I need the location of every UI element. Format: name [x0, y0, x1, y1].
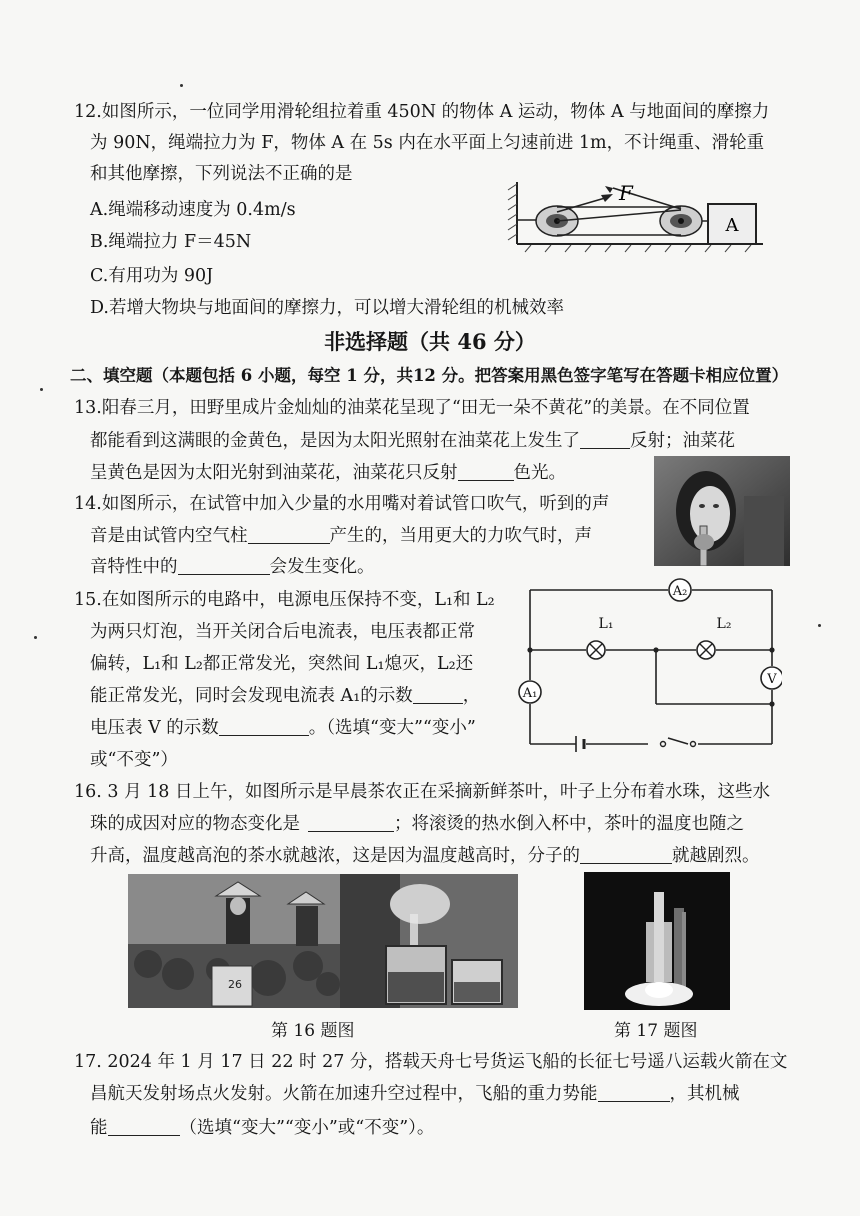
- q16-line-1: 16. 3 月 18 日上午，如图所示是早晨茶农正在采摘新鲜茶叶，叶子上分布着水珠，这些水: [74, 782, 770, 802]
- pulley-figure: [505, 178, 775, 256]
- q17-text: ，其机械: [669, 1084, 740, 1104]
- q12-option-d: D.若增大物块与地面间的摩擦力，可以增大滑轮组的机械效率: [90, 298, 564, 318]
- voltmeter-label: V: [767, 672, 777, 687]
- answer-blank: [598, 1083, 670, 1102]
- q12-option-c: C.有用功为 90J: [90, 266, 214, 286]
- q17-text: （选填“变大”“变小”或“不变”）。: [179, 1118, 435, 1138]
- force-label: F: [619, 181, 633, 205]
- q14-text: 音特性中的: [90, 557, 178, 577]
- q15-text: ，: [462, 686, 481, 706]
- figure-17-caption: 第 17 题图: [614, 1021, 698, 1041]
- ammeter-a1-label: A₁: [522, 686, 538, 701]
- q13-text: 呈黄色是因为太阳光射到油菜花，油菜花只反射: [90, 463, 458, 483]
- answer-blank: [219, 717, 309, 736]
- q16-line-3: [90, 844, 760, 868]
- q16-text: 珠的成因对应的物态变化是: [90, 814, 300, 834]
- q16-text: 升高，温度越高泡的茶水就越浓，这是因为温度越高时，分子的: [90, 846, 580, 866]
- q14-text: 音是由试管内空气柱: [90, 526, 248, 546]
- q15-text: 电压表 V 的示数: [90, 718, 219, 738]
- tea-picking-photo: [128, 874, 340, 1008]
- q15-line-5: [90, 716, 476, 740]
- q14-text: 产生的，当用更大的力吹气时，声: [329, 526, 592, 546]
- answer-blank: [458, 462, 514, 481]
- q15-line-2: 为两只灯泡，当开关闭合后电流表，电压表都正常: [90, 622, 475, 642]
- q12-line-2: 为 90N，绳端拉力为 F，物体 A 在 5s 内在水平面上匀速前进 1m，不计绳重、滑轮重: [90, 133, 765, 153]
- q17-line-1: 17. 2024 年 1 月 17 日 22 时 27 分，搭载天舟七号货运飞船的长征七号遥八运载火箭在文: [74, 1052, 788, 1072]
- q15-text: 。（选填“变大”“变小”: [308, 718, 476, 738]
- answer-blank: [580, 845, 672, 864]
- section-heading: 非选择题（共 46 分）: [324, 329, 536, 354]
- q15-line-4: [90, 684, 480, 708]
- q14-text: 会发生变化。: [269, 557, 375, 577]
- q17-text: 昌航天发射场点火发射。火箭在加速升空过程中，飞船的重力势能: [90, 1084, 598, 1104]
- q13-line-3: [90, 461, 566, 485]
- basket-label: 26: [228, 978, 242, 991]
- rocket-launch-photo: [584, 872, 730, 1010]
- q17-line-3: [90, 1116, 434, 1140]
- q17-line-2: [90, 1082, 740, 1106]
- answer-blank: [308, 813, 394, 832]
- lamp-l2-label: L₂: [716, 616, 732, 632]
- q13-line-2: [90, 429, 735, 453]
- q13-text: 反射；油菜花: [630, 431, 735, 451]
- q12-line-1: 12.如图所示，一位同学用滑轮组拉着重 450N 的物体 A 运动，物体 A 与地面间的摩擦力: [74, 102, 770, 122]
- block-label: A: [725, 215, 739, 236]
- tea-brewing-photo: [340, 874, 518, 1008]
- scan-speck: [180, 84, 183, 87]
- q16-line-2: [90, 812, 744, 836]
- q15-line-6: 或“不变”）: [90, 750, 178, 770]
- q13-line-1: 13.阳春三月，田野里成片金灿灿的油菜花呈现了“田无一朵不黄花”的美景。在不同位置: [74, 398, 750, 418]
- figure-16-caption: 第 16 题图: [271, 1021, 355, 1041]
- blowing-test-tube-photo: [654, 456, 790, 566]
- q16-text: ；将滚烫的热水倒入杯中，茶叶的温度也随之: [394, 814, 744, 834]
- q14-line-1: 14.如图所示，在试管中加入少量的水用嘴对着试管口吹气，听到的声: [74, 494, 610, 514]
- q15-line-3: 偏转，L₁和 L₂都正常发光，突然间 L₁熄灭，L₂还: [90, 654, 474, 674]
- answer-blank: [413, 685, 463, 704]
- q12-option-b: B.绳端拉力 F＝45N: [90, 232, 252, 252]
- q12-line-3: 和其他摩擦，下列说法不正确的是: [90, 164, 353, 184]
- circuit-diagram: [516, 574, 782, 752]
- q13-text: 都能看到这满眼的金黄色，是因为太阳光照射在油菜花上发生了: [90, 431, 580, 451]
- q13-text: 色光。: [513, 463, 566, 483]
- answer-blank: [178, 556, 270, 575]
- q15-line-1: 15.在如图所示的电路中，电源电压保持不变，L₁和 L₂: [74, 590, 495, 610]
- q16-text: 就越剧烈。: [672, 846, 760, 866]
- answer-blank: [108, 1117, 180, 1136]
- q17-text: 能: [90, 1118, 108, 1138]
- q15-text: 能正常发光，同时会发现电流表 A₁的示数: [90, 686, 413, 706]
- q14-line-3: [90, 555, 375, 579]
- q14-line-2: [90, 524, 592, 548]
- answer-blank: [580, 430, 630, 449]
- answer-blank: [248, 525, 330, 544]
- ammeter-a2-label: A₂: [672, 584, 688, 599]
- q12-option-a: A.绳端移动速度为 0.4m/s: [90, 200, 296, 220]
- scan-speck: [34, 636, 37, 639]
- scan-speck: [818, 624, 821, 627]
- lamp-l1-label: L₁: [598, 616, 614, 632]
- fill-in-section-title: 二、填空题（本题包括 6 小题，每空 1 分，共12 分。把答案用黑色签字笔写在答题卡相应位置）: [70, 366, 789, 385]
- scan-speck: [40, 388, 43, 391]
